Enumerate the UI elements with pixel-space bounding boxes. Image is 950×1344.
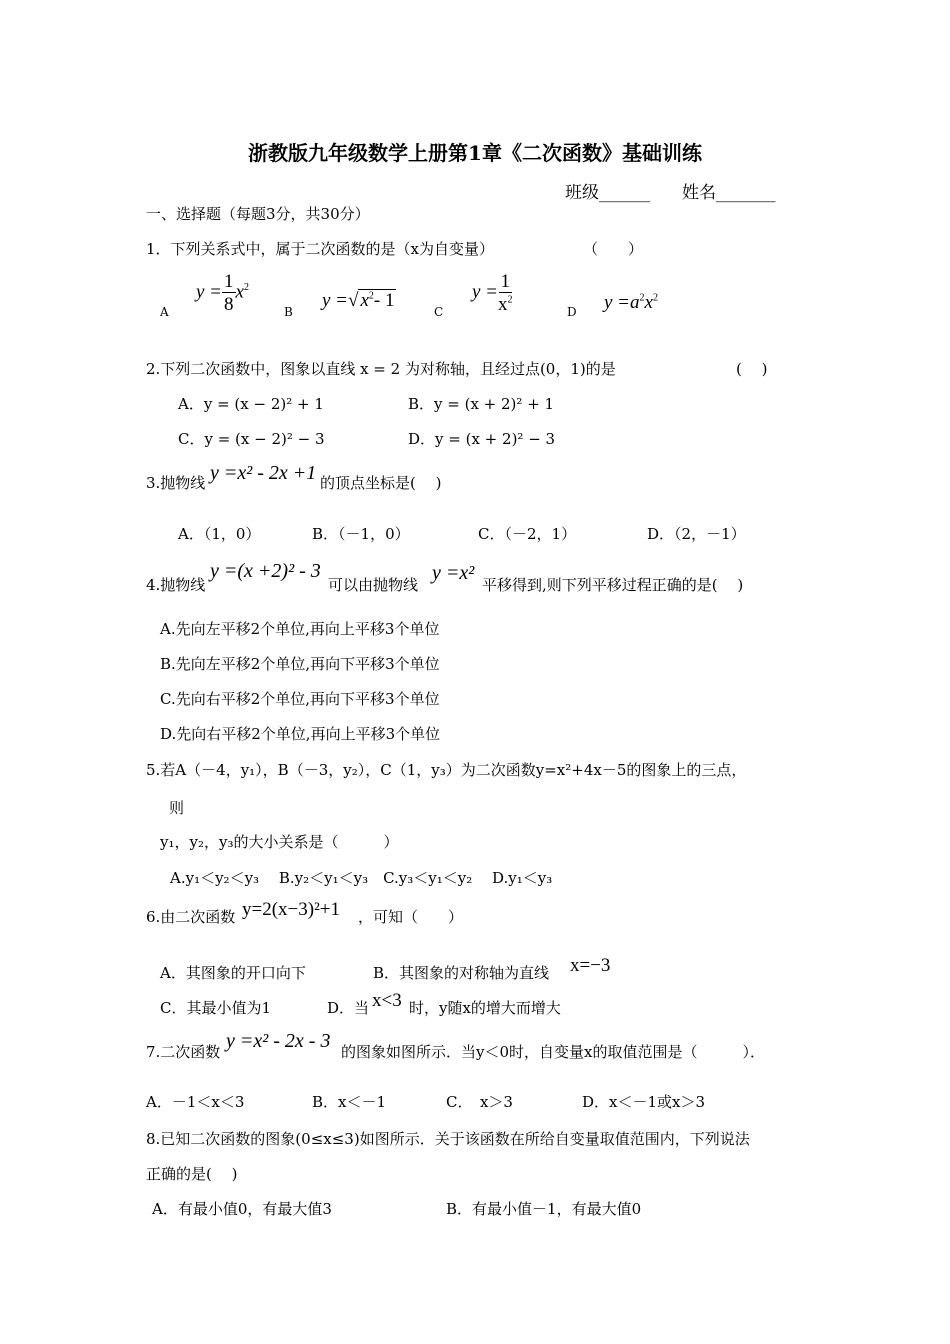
q6-option-b-formula: x=−3: [570, 955, 611, 976]
q2-option-d: D．y = (x + 2)² − 3: [408, 430, 556, 448]
q6-option-d-prefix: D．当: [327, 999, 370, 1017]
q5-stem-cont: 则: [169, 799, 185, 817]
q6-option-d-formula: x<3: [372, 990, 402, 1011]
q7-option-c: C． x＞3: [446, 1093, 513, 1111]
q7-option-d: D．x＜－1或x＞3: [582, 1093, 706, 1111]
q2-option-a: A．y = (x − 2)² + 1: [178, 395, 324, 413]
class-label: 班级______: [565, 183, 650, 203]
q5-stem: 5.若A（－4，y₁），B（－3，y₂），C（1，y₃）为二次函数y=x²+4x－5的图象上的三点，: [146, 761, 747, 779]
q2-option-c: C．y = (x − 2)² − 3: [178, 430, 325, 448]
q1-option-a-formula: y = $\frac{1}{8}$ $x^2$: [196, 271, 249, 315]
q7-suffix: 的图象如图所示．当y＜0时，自变量x的取值范围是（ ）．: [341, 1043, 765, 1061]
q6-formula: y=2(x−3)²+1: [242, 899, 340, 920]
q4-option-d: D.先向右平移2个单位,再向上平移3个单位: [160, 725, 441, 743]
name-label: 姓名_______: [682, 183, 776, 203]
q1-option-c-label: C: [434, 305, 444, 319]
q6-option-c: C．其最小值为1: [160, 999, 272, 1017]
q3-option-a: A．（1，0）: [178, 525, 261, 543]
q1-option-a-label: A: [160, 305, 169, 319]
q4-formula-1: y =(x +2)² - 3: [210, 560, 321, 582]
q4-prefix: 4.抛物线: [146, 576, 206, 594]
q3-prefix: 3.抛物线: [146, 474, 206, 492]
q8-option-a: A．有最小值0，有最大值3: [152, 1200, 332, 1218]
q6-option-b: B．其图象的对称轴为直线: [373, 964, 550, 982]
q1-option-d-label: D: [567, 305, 577, 319]
q4-formula-2: y =x²: [432, 562, 475, 584]
q7-option-a: A．－1＜x＜3: [146, 1093, 245, 1111]
q1-option-d-formula: $y =a^2x^2$: [604, 292, 658, 313]
q7-formula: y =x² - 2x - 3: [226, 1030, 331, 1052]
q4-option-c: C.先向右平移2个单位,再向下平移3个单位: [160, 690, 440, 708]
q7-option-b: B．x＜－1: [312, 1093, 387, 1111]
q3-formula: y =x² - 2x +1: [210, 462, 317, 484]
q1-bracket: （ ）: [583, 240, 644, 258]
q5-question: y₁，y₂，y₃的大小关系是（ ）: [160, 833, 399, 851]
q4-option-b: B.先向左平移2个单位,再向下平移3个单位: [160, 655, 440, 673]
q7-prefix: 7.二次函数: [146, 1043, 221, 1061]
q3-option-b: B．（－1，0）: [312, 525, 410, 543]
q4-middle: 可以由抛物线: [328, 576, 419, 594]
q2-bracket: ( ): [736, 360, 768, 378]
q1-option-c-formula: y = $\frac{1}{x^2}$: [472, 271, 513, 315]
q3-option-c: C．（－2，1）: [478, 525, 577, 543]
q8-option-b: B．有最小值－1，有最大值0: [446, 1200, 642, 1218]
q5-options: A.y₁＜y₂＜y₃ B.y₂＜y₁＜y₃ C.y₃＜y₁＜y₂ D.y₁＜y₃: [170, 869, 553, 887]
q4-option-a: A.先向左平移2个单位,再向上平移3个单位: [160, 620, 440, 638]
q2-stem: 2.下列二次函数中，图象以直线 x = 2 为对称轴，且经过点(0，1)的是: [146, 360, 616, 378]
q6-suffix: ，可知（ ）: [358, 908, 464, 926]
page-title: 浙教版九年级数学上册第1章《二次函数》基础训练: [248, 141, 702, 165]
q3-option-d: D．（2，－1）: [647, 525, 746, 543]
q1-option-b-label: B: [284, 305, 293, 319]
q6-option-d-suffix: 时，y随x的增大而增大: [409, 999, 561, 1017]
q3-suffix: 的顶点坐标是( ): [320, 474, 442, 492]
q8-stem: 8.已知二次函数的图象(0≤x≤3)如图所示．关于该函数在所给自变量取值范围内，下列说法: [146, 1130, 750, 1148]
q1-option-b-formula: y =√ $x^2-$ 1: [322, 290, 395, 311]
q2-option-b: B．y = (x + 2)² + 1: [408, 395, 555, 413]
q4-suffix: 平移得到,则下列平移过程正确的是( ): [482, 576, 744, 594]
q8-stem-cont: 正确的是( ): [146, 1165, 238, 1183]
q1-stem: 1．下列关系式中，属于二次函数的是（x为自变量）: [146, 240, 495, 258]
section-heading: 一、选择题（每题3分，共30分）: [146, 205, 370, 223]
q6-prefix: 6.由二次函数: [146, 908, 236, 926]
q6-option-a: A．其图象的开口向下: [160, 964, 306, 982]
